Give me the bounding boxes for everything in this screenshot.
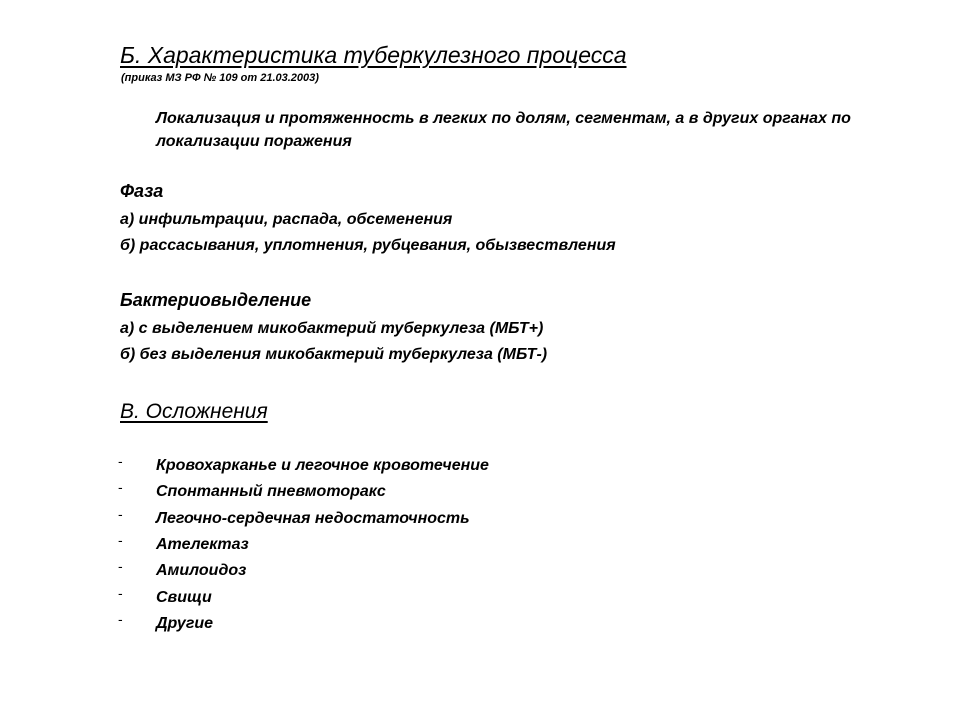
localization-text: Локализация и протяженность в легких по долям, сегментам, а в других органах по локализации поражения [156,110,851,150]
bullet-dash: - [118,453,123,469]
bullet-dash: - [118,506,123,522]
bullet-dash: - [118,585,123,601]
bacterial-item-a: а) с выделением микобактерий туберкулеза (МБТ+) [120,320,544,337]
complication-text: Другие [156,615,214,632]
section-b-title: Б. Характеристика туберкулезного процесса [120,42,627,68]
bacterial-heading: Бактериовыделение [120,290,312,310]
complication-text: Спонтанный пневмоторакс [156,483,386,500]
phase-item-b: б) рассасывания, уплотнения, рубцевания, обызвествления [120,237,616,254]
bullet-dash: - [118,558,123,574]
bacterial-item-b: б) без выделения микобактерий туберкулеза (МБТ-) [120,346,548,363]
complication-text: Амилоидоз [156,562,247,579]
bullet-dash: - [118,611,123,627]
complication-text: Свищи [156,589,212,606]
section-c-title: В. Осложнения [120,400,268,423]
phase-heading: Фаза [120,181,164,201]
order-reference: (приказ МЗ РФ № 109 от 21.03.2003) [121,72,319,84]
complication-text: Легочно-сердечная недостаточность [156,510,470,527]
bullet-dash: - [118,532,123,548]
complication-text: Ателектаз [156,536,249,553]
phase-item-a: а) инфильтрации, распада, обсеменения [120,211,453,228]
complication-text: Кровохарканье и легочное кровотечение [156,457,489,474]
bullet-dash: - [118,479,123,495]
